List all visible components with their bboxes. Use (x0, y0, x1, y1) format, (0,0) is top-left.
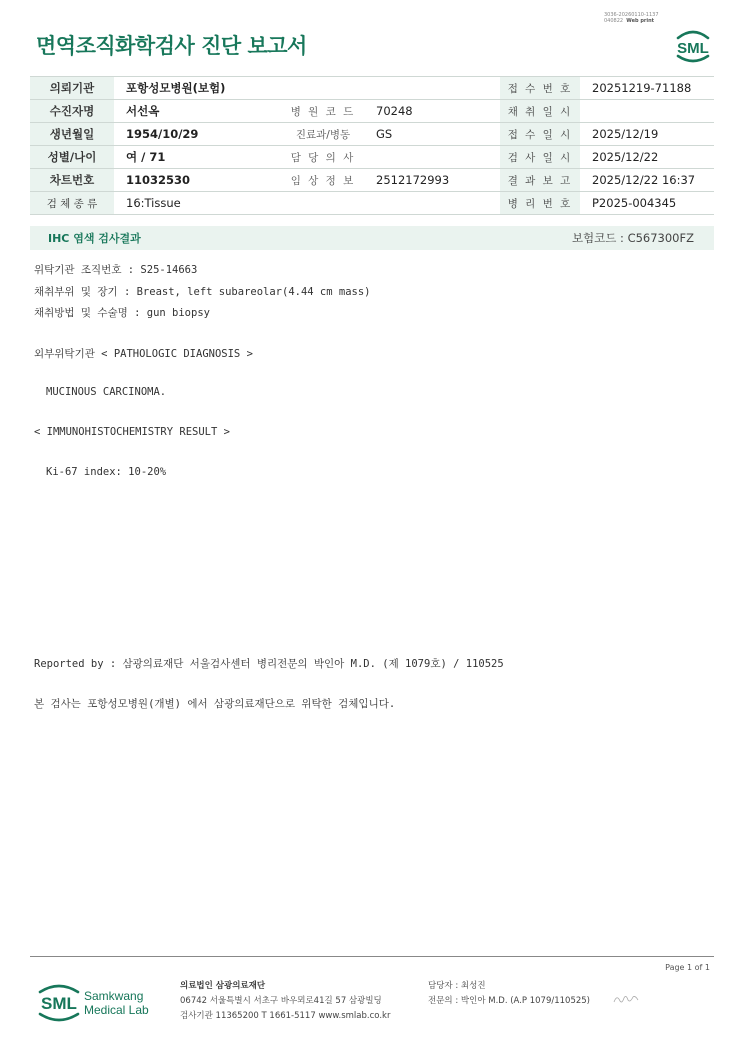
footer-staff-info (428, 979, 590, 1009)
info-row-1 (30, 77, 714, 100)
web-print-label: Web print (626, 18, 655, 24)
label-clinical-info: 임 상 정 보 (282, 169, 364, 192)
patient-info-table (30, 76, 714, 215)
label-receipt-date: 접 수 일 시 (500, 123, 580, 146)
info-row-4 (30, 146, 714, 169)
value-referring-org: 포항성모병원(보험) (114, 77, 500, 100)
sml-logo (672, 24, 714, 64)
value-chart-no: 11032530 (114, 169, 282, 192)
label-test-date: 검 사 일 시 (500, 146, 580, 169)
report-line-diagnosis-heading: 외부위탁기관 < PATHOLOGIC DIAGNOSIS > (34, 348, 253, 360)
footer-address: 06742 서울특별시 서초구 바우뫼로41길 57 삼광빌딩 (180, 996, 382, 1006)
footer-logo-line2: Medical Lab (84, 1003, 149, 1017)
label-chart-no: 차트번호 (30, 169, 114, 192)
page-number: Page 1 of 1 (665, 963, 710, 972)
label-birth-date: 생년월일 (30, 123, 114, 146)
report-title: 면역조직화학검사 진단 보고서 (36, 34, 307, 58)
value-clinical-info: 2512172993 (364, 169, 500, 192)
value-birth-date: 1954/10/29 (114, 123, 282, 146)
label-referring-org: 의뢰기관 (30, 77, 114, 100)
report-line-method: 채취방법 및 수술명 : gun biopsy (34, 307, 210, 319)
value-specimen-type: 16:Tissue (114, 192, 500, 215)
label-receipt-no: 접 수 번 호 (500, 77, 580, 100)
label-department: 진료과/병동 (282, 123, 364, 146)
insurance-code: 보험코드 : C567300FZ (571, 231, 694, 245)
value-result-report: 2025/12/22 16:37 (580, 169, 714, 192)
info-row-3 (30, 123, 714, 146)
signature-mark (612, 992, 640, 1006)
value-patient-name: 서선옥 (114, 100, 282, 123)
info-row-5 (30, 169, 714, 192)
print-code (604, 12, 659, 24)
report-line-site: 채취부위 및 장기 : Breast, left subareolar(4.44 cm mass) (34, 286, 371, 298)
footer-org-info (180, 979, 390, 1024)
sml-logo-text: SML (677, 40, 709, 57)
ihc-section-title: IHC 염색 검사결과 (48, 232, 141, 245)
print-code-line1: 3036-20260110-1137 (604, 12, 659, 18)
value-sex-age: 여 / 71 (114, 146, 282, 169)
report-line-diagnosis: MUCINOUS CARCINOMA. (46, 386, 167, 398)
footer-logo (36, 978, 166, 1028)
footer-logo-line1: Samkwang (84, 989, 144, 1003)
label-patient-name: 수진자명 (30, 100, 114, 123)
report-line-specimen-no: 위탁기관 조직번호 : S25-14663 (34, 264, 198, 276)
footer-expert: 전문의 : 박인아 M.D. (A.P 1079/110525) (428, 996, 590, 1006)
print-code-line2: 040822 (604, 18, 624, 24)
footer-contact: 검사기관 11365200 T 1661-5117 www.smlab.co.kr (180, 1011, 391, 1021)
label-physician: 담 당 의 사 (282, 146, 364, 169)
value-test-date: 2025/12/22 (580, 146, 714, 169)
label-specimen-type: 검 체 종 류 (30, 192, 114, 215)
value-collection-date (580, 100, 714, 123)
value-receipt-date: 2025/12/19 (580, 123, 714, 146)
label-collection-date: 채 취 일 시 (500, 100, 580, 123)
value-physician (364, 146, 500, 169)
value-hospital-code: 70248 (364, 100, 500, 123)
value-pathology-no: P2025-004345 (580, 192, 714, 215)
label-pathology-no: 병 리 번 호 (500, 192, 580, 215)
report-line-ihc-heading: < IMMUNOHISTOCHEMISTRY RESULT > (34, 426, 230, 438)
footer-divider (30, 956, 714, 957)
label-sex-age: 성별/나이 (30, 146, 114, 169)
report-line-referral-note: 본 검사는 포항성모병원(개별) 에서 삼광의료재단으로 위탁한 검체입니다. (34, 698, 396, 710)
report-line-reported-by: Reported by : 삼광의료재단 서울검사센터 병리전문의 박인아 M.D. (제 1079호) / 110525 (34, 658, 504, 670)
report-line-ki67: Ki-67 index: 10-20% (46, 466, 167, 478)
label-hospital-code: 병 원 코 드 (282, 100, 364, 123)
label-result-report: 결 과 보 고 (500, 169, 580, 192)
info-row-2 (30, 100, 714, 123)
footer-staff: 담당자 : 최성진 (428, 981, 486, 991)
footer-logo-sml: SML (41, 994, 77, 1013)
footer-org-name: 의료법인 삼광의료재단 (180, 981, 266, 991)
info-row-6 (30, 192, 714, 215)
value-receipt-no: 20251219-71188 (580, 77, 714, 100)
value-department: GS (364, 123, 500, 146)
